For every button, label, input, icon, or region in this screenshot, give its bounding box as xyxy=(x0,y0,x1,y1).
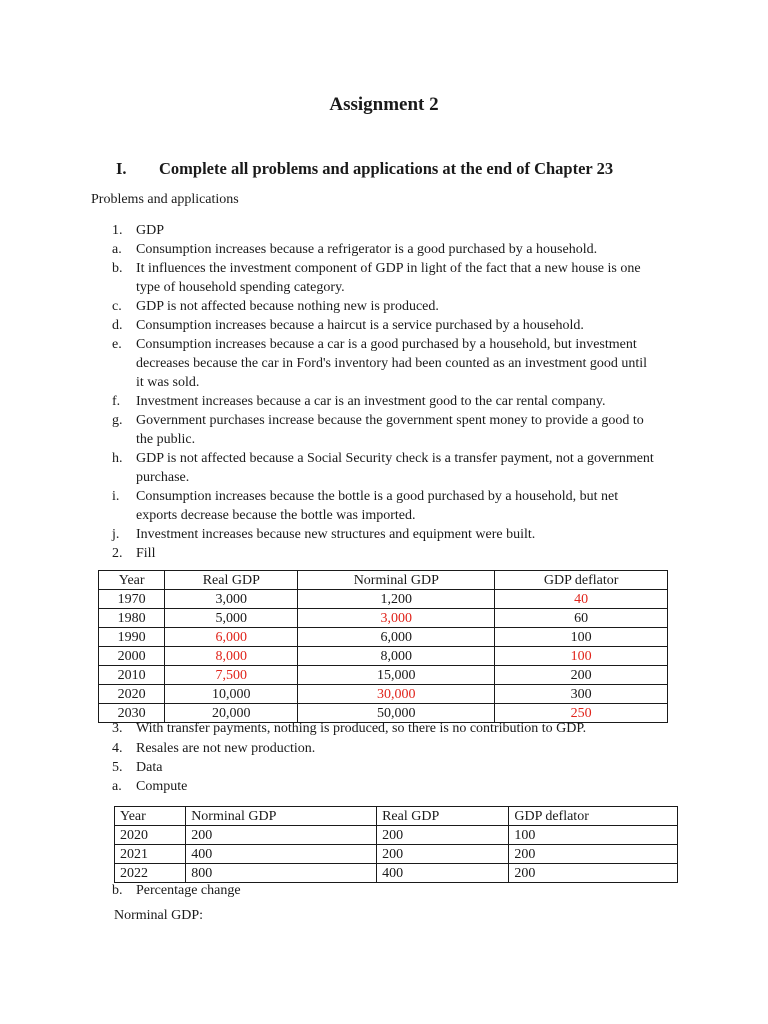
list-text: Percentage change xyxy=(136,883,241,898)
table-row xyxy=(99,666,668,685)
table-row xyxy=(99,628,668,647)
section-heading xyxy=(0,159,768,181)
list-marker: 1. xyxy=(112,223,123,238)
list-text: GDP is not affected because nothing new is produced. xyxy=(136,299,439,314)
list-marker: b. xyxy=(112,883,123,898)
table-cell-filled: 8,000 xyxy=(165,647,298,666)
table-row xyxy=(99,647,668,666)
table-cell: 60 xyxy=(495,609,668,628)
section-text: Complete all problems and applications at the end of Chapter 23 xyxy=(159,159,614,178)
table-cell: 400 xyxy=(186,845,377,864)
list-item xyxy=(0,544,768,563)
list-marker: d. xyxy=(112,318,123,333)
gdp-fill-table xyxy=(98,570,668,723)
list-item xyxy=(0,240,768,259)
table-header-cell: GDP deflator xyxy=(509,807,678,826)
table-cell: 15,000 xyxy=(298,666,495,685)
list-marker: 2. xyxy=(112,546,123,561)
list-marker: b. xyxy=(112,261,123,276)
intro-text: Problems and applications xyxy=(91,192,239,207)
table-cell: 50,000 xyxy=(298,704,495,723)
table-header-row xyxy=(115,807,678,826)
list-text: With transfer payments, nothing is produced, so there is no contribution to GDP. xyxy=(136,721,587,736)
table-cell: 2020 xyxy=(99,685,165,704)
list-item xyxy=(0,297,768,316)
table-cell: 200 xyxy=(509,845,678,864)
table-row xyxy=(115,864,678,883)
table-row xyxy=(115,826,678,845)
table-header-row xyxy=(99,571,668,590)
list-text: GDP xyxy=(136,223,165,238)
list-text: Consumption increases because a haircut is a service purchased by a household. xyxy=(136,318,584,333)
table-cell: 200 xyxy=(377,826,509,845)
list-marker: a. xyxy=(112,779,122,794)
table-header-cell: Year xyxy=(99,571,165,590)
list-text: Investment increases because new structures and equipment were built. xyxy=(136,527,536,542)
page-title: Assignment 2 xyxy=(329,94,439,115)
list-marker: f. xyxy=(112,394,121,409)
table-cell: 800 xyxy=(186,864,377,883)
list-marker: 5. xyxy=(112,760,123,775)
list-marker: j. xyxy=(112,527,120,542)
table-cell-filled: 7,500 xyxy=(165,666,298,685)
list-item xyxy=(0,777,768,796)
list-marker: g. xyxy=(112,413,123,428)
table-header-cell: Real GDP xyxy=(377,807,509,826)
table-cell: 3,000 xyxy=(165,590,298,609)
table-cell: 2021 xyxy=(115,845,186,864)
table-cell: 5,000 xyxy=(165,609,298,628)
gdp-compute-table xyxy=(114,806,678,883)
table-header-cell: Real GDP xyxy=(165,571,298,590)
list-item xyxy=(0,335,768,392)
table-cell-filled: 3,000 xyxy=(298,609,495,628)
list-marker: c. xyxy=(112,299,122,314)
table-cell: 100 xyxy=(509,826,678,845)
table-cell: 200 xyxy=(377,845,509,864)
table-cell: 200 xyxy=(495,666,668,685)
list-text: Consumption increases because a refrigerator is a good purchased by a household. xyxy=(136,242,598,257)
list-text: Consumption increases because a car is a good purchased by a household, but investment decreases because the car in Ford's inventory had been counted as an investment good until it was sold. xyxy=(136,337,648,390)
table-cell: 100 xyxy=(495,628,668,647)
list-text: Consumption increases because the bottle is a good purchased by a household, but net exports decrease because the bottle was imported. xyxy=(136,489,619,523)
table-header-cell: Norminal GDP xyxy=(186,807,377,826)
table-row xyxy=(99,685,668,704)
table-cell: 2030 xyxy=(99,704,165,723)
list-marker: a. xyxy=(112,242,122,257)
list-text: Compute xyxy=(136,779,188,794)
table-cell: 2000 xyxy=(99,647,165,666)
table-cell-filled: 6,000 xyxy=(165,628,298,647)
table-cell: 1,200 xyxy=(298,590,495,609)
norminal-gdp-label: Norminal GDP: xyxy=(114,908,204,923)
table-cell: 1970 xyxy=(99,590,165,609)
table-cell: 200 xyxy=(509,864,678,883)
table-cell-filled: 250 xyxy=(495,704,668,723)
list-item xyxy=(0,881,768,900)
list-item xyxy=(0,221,768,240)
table-cell-filled: 100 xyxy=(495,647,668,666)
table-cell: 20,000 xyxy=(165,704,298,723)
list-text: GDP is not affected because a Social Security check is a transfer payment, not a government purchase. xyxy=(136,451,654,485)
table-row xyxy=(115,845,678,864)
list-text: Government purchases increase because the government spent money to provide a good to the public. xyxy=(136,413,644,447)
table-header-cell: GDP deflator xyxy=(495,571,668,590)
list-text: Resales are not new production. xyxy=(136,741,316,756)
list-item xyxy=(0,259,768,297)
table-cell: 10,000 xyxy=(165,685,298,704)
table-cell: 2020 xyxy=(115,826,186,845)
table-cell: 200 xyxy=(186,826,377,845)
list-marker: h. xyxy=(112,451,123,466)
table-cell: 2022 xyxy=(115,864,186,883)
list-item xyxy=(0,487,768,525)
table-cell: 6,000 xyxy=(298,628,495,647)
list-item xyxy=(0,449,768,487)
list-item xyxy=(0,411,768,449)
table-header-cell: Norminal GDP xyxy=(298,571,495,590)
table-header-cell: Year xyxy=(115,807,186,826)
table-row xyxy=(99,609,668,628)
list-item xyxy=(0,525,768,544)
list-item xyxy=(0,739,768,758)
list-item xyxy=(0,316,768,335)
list-item xyxy=(0,392,768,411)
list-text: Investment increases because a car is an investment good to the car rental company. xyxy=(136,394,606,409)
table-cell: 1990 xyxy=(99,628,165,647)
table-row xyxy=(99,590,668,609)
table-cell: 400 xyxy=(377,864,509,883)
list-marker: 3. xyxy=(112,721,123,736)
list-marker: 4. xyxy=(112,741,123,756)
list-text: Fill xyxy=(136,546,156,561)
table-cell: 8,000 xyxy=(298,647,495,666)
list-marker: i. xyxy=(112,489,120,504)
table-cell: 1980 xyxy=(99,609,165,628)
list-text: It influences the investment component of GDP in light of the fact that a new house is one type of household spending category. xyxy=(136,261,641,295)
list-text: Data xyxy=(136,760,163,775)
table-cell-filled: 30,000 xyxy=(298,685,495,704)
table-cell-filled: 40 xyxy=(495,590,668,609)
list-item xyxy=(0,719,768,738)
table-cell: 300 xyxy=(495,685,668,704)
list-marker: e. xyxy=(112,337,122,352)
section-number: I. xyxy=(116,159,127,178)
table-cell: 2010 xyxy=(99,666,165,685)
list-item xyxy=(0,758,768,777)
